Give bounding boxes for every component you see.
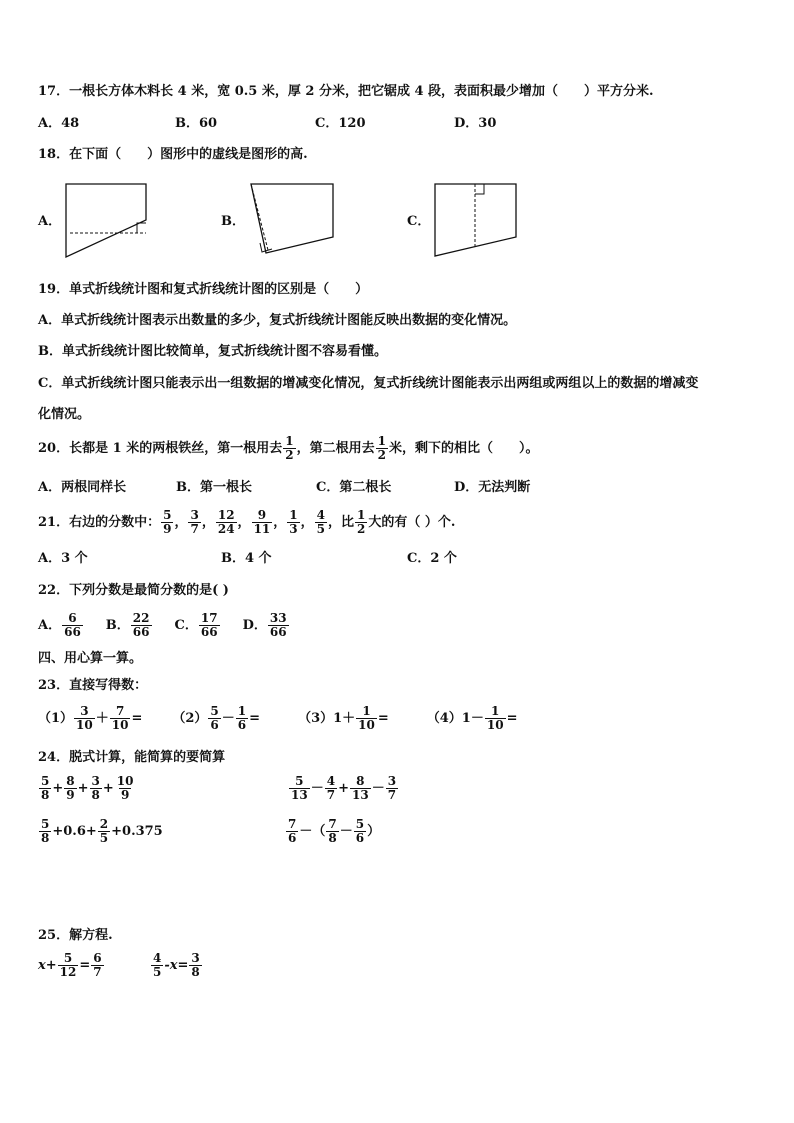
fraction-7-6: $\frac{7}{6}$ xyxy=(288,817,297,845)
fraction-4-5: $\frac{4}{5}$ xyxy=(316,508,326,536)
q19-option-b: B．单式折线统计图比较简单，复式折线统计图不容易看懂。 xyxy=(38,344,387,359)
q21-text-1: 21．右边的分数中： xyxy=(38,515,161,530)
section-four-heading: 四、用心算一算。 xyxy=(38,651,143,666)
q25-stem: 25．解方程. xyxy=(38,928,113,943)
q21-option-c: C．2 个 xyxy=(407,551,457,566)
fraction-6-66: $\frac{6}{66}$ xyxy=(64,611,81,639)
fraction-5-13: $\frac{5}{13}$ xyxy=(291,774,308,802)
q17-option-d: D．30 xyxy=(454,116,497,131)
q18-label-b: B． xyxy=(221,214,245,229)
q22-stem: 22．下列分数是最简分数的是( ) xyxy=(38,583,229,598)
q22-label-b: B． xyxy=(105,618,130,633)
q19-option-c: C．单式折线统计图只能表示出一组数据的增减变化情况，复式折线统计图能表示出两组或两组以上的数据的增减变 xyxy=(38,376,699,391)
q19-stem: 19．单式折线统计图和复式折线统计图的区别是（ ） xyxy=(38,282,369,297)
q17-option-b: B．60 xyxy=(175,116,218,131)
fraction-7-10: $\frac{7}{10}$ xyxy=(111,704,129,732)
q18-label-a: A． xyxy=(38,214,62,229)
fraction-3-7: $\frac{3}{7}$ xyxy=(190,508,199,536)
q21-text-3: 大的有（ ）个. xyxy=(368,515,456,530)
fraction-8-13: $\frac{8}{13}$ xyxy=(351,774,369,802)
close-paren: ） xyxy=(367,824,381,839)
q23-stem: 23．直接写得数： xyxy=(38,678,148,693)
q22-label-c: C． xyxy=(174,618,198,633)
fraction-one-half-c: $\frac{1}{2}$ xyxy=(357,508,366,536)
plus-sign: + xyxy=(77,781,89,796)
q18-stem: 18．在下面（ ）图形中的虚线是图形的高. xyxy=(38,147,308,162)
minus-sign: － xyxy=(310,781,324,796)
fraction-one-half-b: $\frac{1}{2}$ xyxy=(377,434,386,462)
q23-label-4: （4）1－ xyxy=(426,711,484,726)
q19-option-a: A．单式折线统计图表示出数量的多少，复式折线统计图能反映出数据的变化情况。 xyxy=(38,313,517,328)
q25-equation-2 xyxy=(150,952,203,979)
q20-option-a: A．两根同样长 xyxy=(38,480,127,495)
q20-text-1: 20．长都是 1 米的两根铁丝，第一根用去 xyxy=(38,441,283,456)
q20-text-2: ，第二根用去 xyxy=(296,441,375,456)
fraction-3-8: $\frac{3}{8}$ xyxy=(91,774,100,802)
x-variable: x+ xyxy=(38,958,57,973)
fraction-5-8: $\frac{5}{8}$ xyxy=(41,817,50,845)
fraction-10-9: $\frac{10}{9}$ xyxy=(116,774,134,802)
fraction-5-9: $\frac{5}{9}$ xyxy=(163,508,172,536)
q17-stem: 17．一根长方体木料长 4 米，宽 0.5 米，厚 2 分米，把它锯成 4 段，表面积最少增加（ ）平方分米. xyxy=(38,84,654,99)
fraction-one-half-a: $\frac{1}{2}$ xyxy=(285,434,294,462)
fraction-1-10: $\frac{1}{10}$ xyxy=(486,704,504,732)
decimal-term: +0.375 xyxy=(111,824,163,839)
q24-problem-2 xyxy=(288,775,399,802)
minus-sign: － xyxy=(371,781,385,796)
q23-label-1: （1） xyxy=(38,711,74,726)
equals-sign: = xyxy=(131,711,143,726)
trapezoid-figure-b xyxy=(245,180,340,262)
equals-sign: = xyxy=(79,958,91,973)
separator: ， xyxy=(300,515,314,530)
q24-stem: 24．脱式计算，能简算的要简算 xyxy=(38,750,226,765)
fraction-5-8: $\frac{5}{8}$ xyxy=(41,774,50,802)
q20-text-3: 米，剩下的相比（ ）。 xyxy=(388,441,539,456)
q22-label-d: D． xyxy=(242,618,267,633)
plus-sign: + xyxy=(102,781,114,796)
equals-sign: = xyxy=(377,711,389,726)
minus-sign: － xyxy=(339,824,353,839)
fraction-5-12: $\frac{5}{12}$ xyxy=(59,951,77,979)
q17-option-c: C．120 xyxy=(315,116,366,131)
q21-text-2: ，比 xyxy=(328,515,355,530)
q19-option-c-continued: 化情况。 xyxy=(38,407,91,422)
q24-problem-1 xyxy=(38,775,137,802)
fraction-3-10: $\frac{3}{10}$ xyxy=(76,704,93,732)
q21-option-b: B．4 个 xyxy=(221,551,272,566)
minus-sign: － xyxy=(221,711,235,726)
q20-stem xyxy=(38,435,538,462)
fraction-5-6: $\frac{5}{6}$ xyxy=(355,817,365,845)
separator: ， xyxy=(201,515,215,530)
q24-problem-3 xyxy=(38,818,163,845)
trapezoid-figure-c xyxy=(430,180,525,262)
separator: ， xyxy=(174,515,188,530)
fraction-17-66: $\frac{17}{66}$ xyxy=(200,611,218,639)
fraction-7-8: $\frac{7}{8}$ xyxy=(328,817,337,845)
q21-stem xyxy=(38,509,455,536)
fraction-6-7: $\frac{6}{7}$ xyxy=(93,951,102,979)
q22-options xyxy=(38,612,290,639)
fraction-5-6: $\frac{5}{6}$ xyxy=(210,704,219,732)
equals-sign: = xyxy=(506,711,518,726)
plus-sign: ＋ xyxy=(95,711,109,726)
fraction-2-5: $\frac{2}{5}$ xyxy=(99,817,109,845)
fraction-3-7: $\frac{3}{7}$ xyxy=(387,774,397,802)
q23-label-3: （3）1＋ xyxy=(298,711,356,726)
separator: ， xyxy=(273,515,287,530)
fraction-9-11: $\frac{9}{11}$ xyxy=(253,508,271,536)
q20-option-d: D．无法判断 xyxy=(454,480,531,495)
x-variable: -x= xyxy=(164,958,189,973)
q23-label-2: （2） xyxy=(172,711,208,726)
q21-option-a: A．3 个 xyxy=(38,551,88,566)
q23-problems xyxy=(38,705,517,732)
fraction-1-6: $\frac{1}{6}$ xyxy=(237,704,247,732)
separator: ， xyxy=(237,515,251,530)
q22-label-a: A． xyxy=(38,618,62,633)
q17-option-a: A．48 xyxy=(38,116,80,131)
fraction-4-7: $\frac{4}{7}$ xyxy=(326,774,336,802)
plus-sign: + xyxy=(52,781,64,796)
fraction-12-24: $\frac{12}{24}$ xyxy=(217,508,235,536)
fraction-1-3: $\frac{1}{3}$ xyxy=(289,508,298,536)
fraction-4-5: $\frac{4}{5}$ xyxy=(153,951,162,979)
decimal-term: +0.6+ xyxy=(52,824,97,839)
fraction-3-8: $\frac{3}{8}$ xyxy=(191,951,200,979)
q24-problem-4 xyxy=(285,818,380,845)
open-paren: －（ xyxy=(299,824,326,839)
plus-sign: + xyxy=(338,781,349,796)
trapezoid-figure-a xyxy=(60,180,155,262)
q20-option-b: B．第一根长 xyxy=(176,480,252,495)
equals-sign: = xyxy=(249,711,261,726)
q18-label-c: C． xyxy=(407,214,431,229)
fraction-33-66: $\frac{33}{66}$ xyxy=(269,611,287,639)
q25-equation-1 xyxy=(38,952,105,979)
q20-option-c: C．第二根长 xyxy=(316,480,392,495)
fraction-1-10: $\frac{1}{10}$ xyxy=(358,704,375,732)
fraction-8-9: $\frac{8}{9}$ xyxy=(66,774,75,802)
fraction-22-66: $\frac{22}{66}$ xyxy=(132,611,150,639)
